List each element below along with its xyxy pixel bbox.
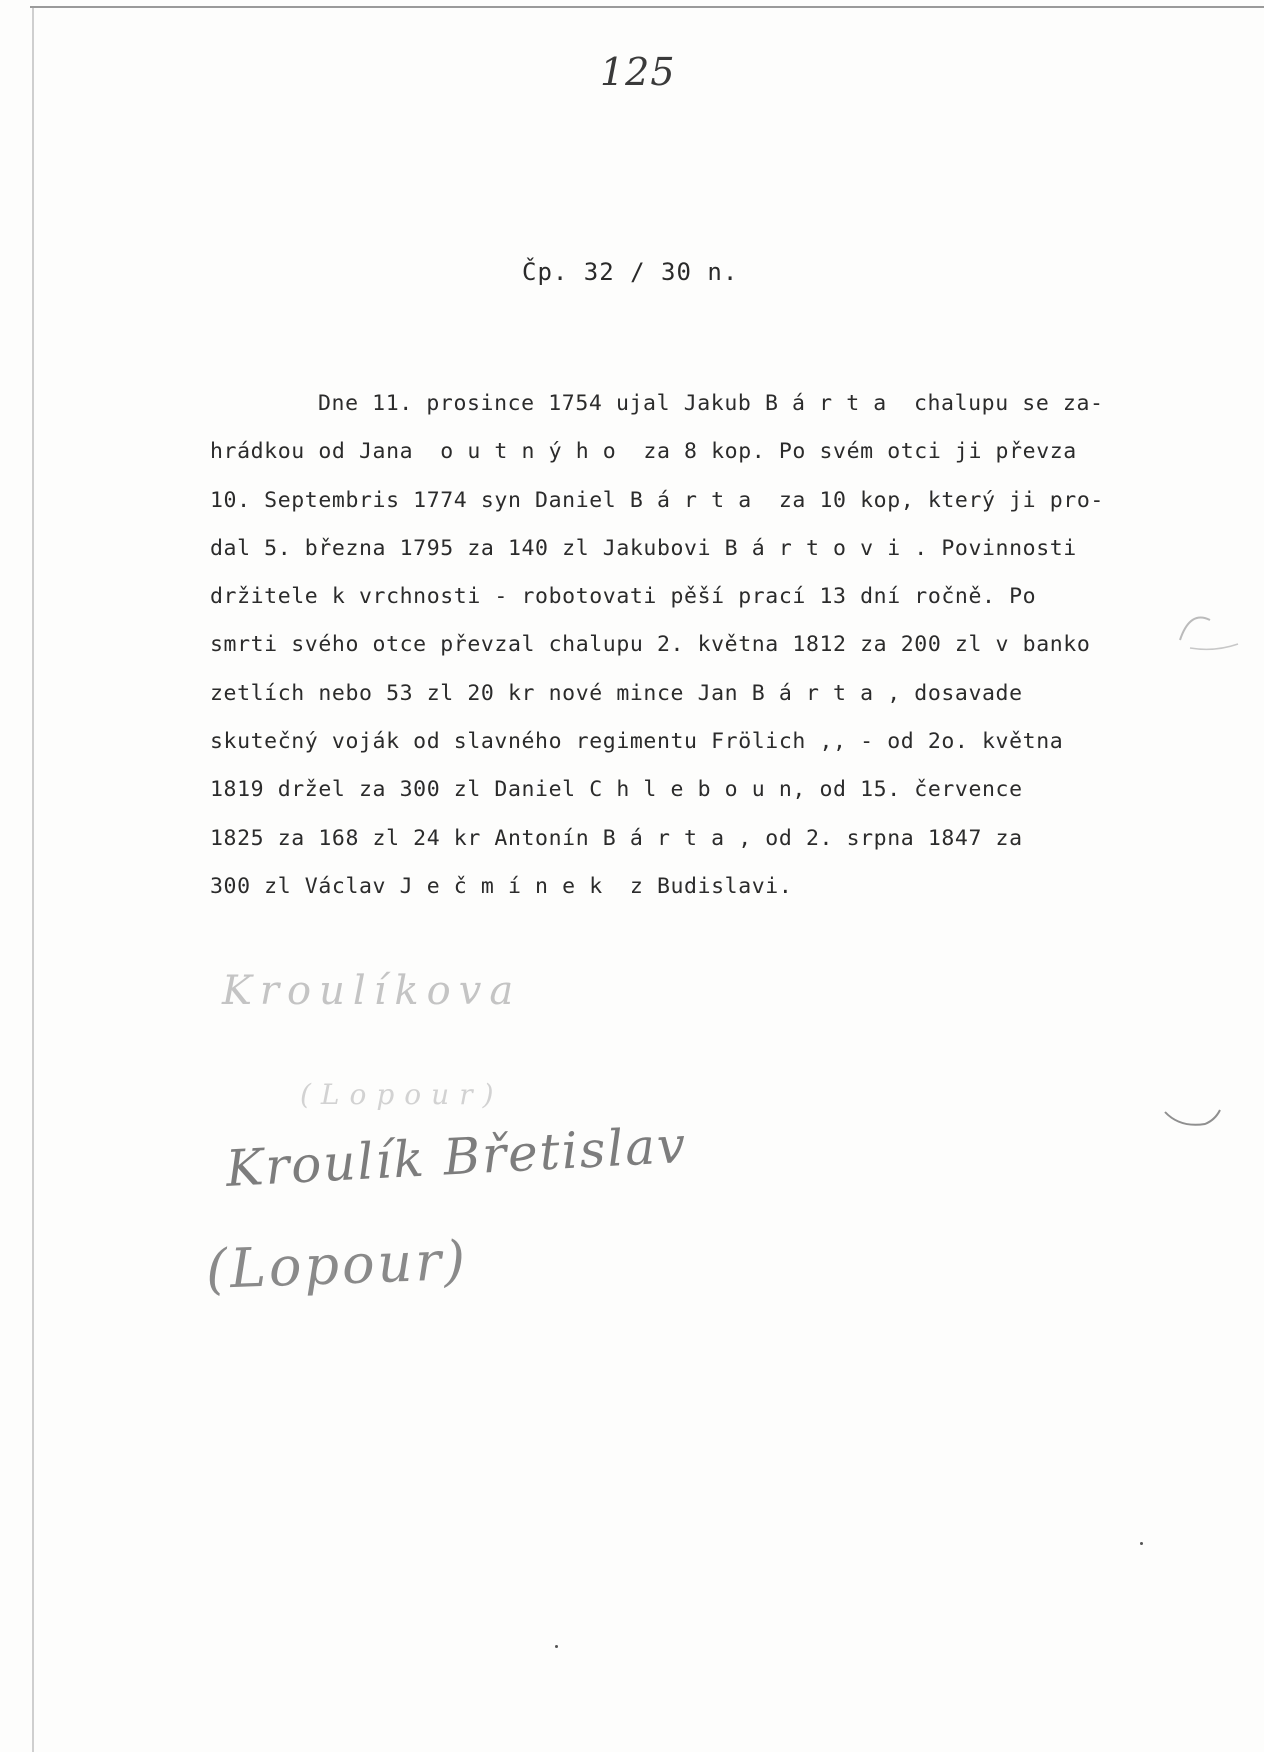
body-line: zetlích nebo 53 zl 20 kr nové mince Jan B á r t a , dosavade xyxy=(210,680,1023,706)
body-line: 10. Septembris 1774 syn Daniel B á r t a za 10 kop, který ji pro- xyxy=(210,487,1104,513)
body-line: 1819 držel za 300 zl Daniel C h l e b o u n, od 15. července xyxy=(210,777,1023,803)
faint-handwriting-1: Kroulíkova xyxy=(222,968,522,1014)
paper-speck xyxy=(555,1645,558,1648)
body-line: skutečný voják od slavného regimentu Frölich ,, - od 2o. května xyxy=(210,729,1064,755)
body-line: držitele k vrchnosti - robotovati pěší prací 13 dní ročně. Po xyxy=(210,584,1037,610)
body-line: smrti svého otce převzal chalupu 2. května 1812 za 200 zl v banko xyxy=(210,632,1091,658)
margin-tick-mark xyxy=(1160,1100,1230,1140)
body-line: dal 5. března 1795 za 140 zl Jakubovi B á r t o v i . Povinnosti xyxy=(210,535,1077,561)
faint-handwriting-2: (Lopour) xyxy=(300,1078,504,1111)
body-line: 300 zl Václav J e č m í n e k z Budislavi. xyxy=(210,873,793,899)
document-body xyxy=(210,380,1170,911)
paper-speck xyxy=(1140,1542,1143,1545)
body-line: hrádkou od Jana o u t n ý h o za 8 kop. Po svém otci ji převza xyxy=(210,439,1077,465)
page-top-border xyxy=(30,6,1264,8)
margin-scribble-mark xyxy=(1160,600,1240,660)
handwritten-signature-alias: (Lopour) xyxy=(204,1228,470,1301)
document-heading: Čp. 32 / 30 n. xyxy=(522,258,739,286)
body-line: Dne 11. prosince 1754 ujal Jakub B á r t a chalupu se za- xyxy=(318,391,1104,416)
page-number: 125 xyxy=(600,50,676,94)
handwritten-signature-name: Kroulík Břetislav xyxy=(224,1115,689,1198)
page-left-edge xyxy=(32,8,34,1752)
body-line: 1825 za 168 zl 24 kr Antonín B á r t a , od 2. srpna 1847 za xyxy=(210,825,1023,851)
